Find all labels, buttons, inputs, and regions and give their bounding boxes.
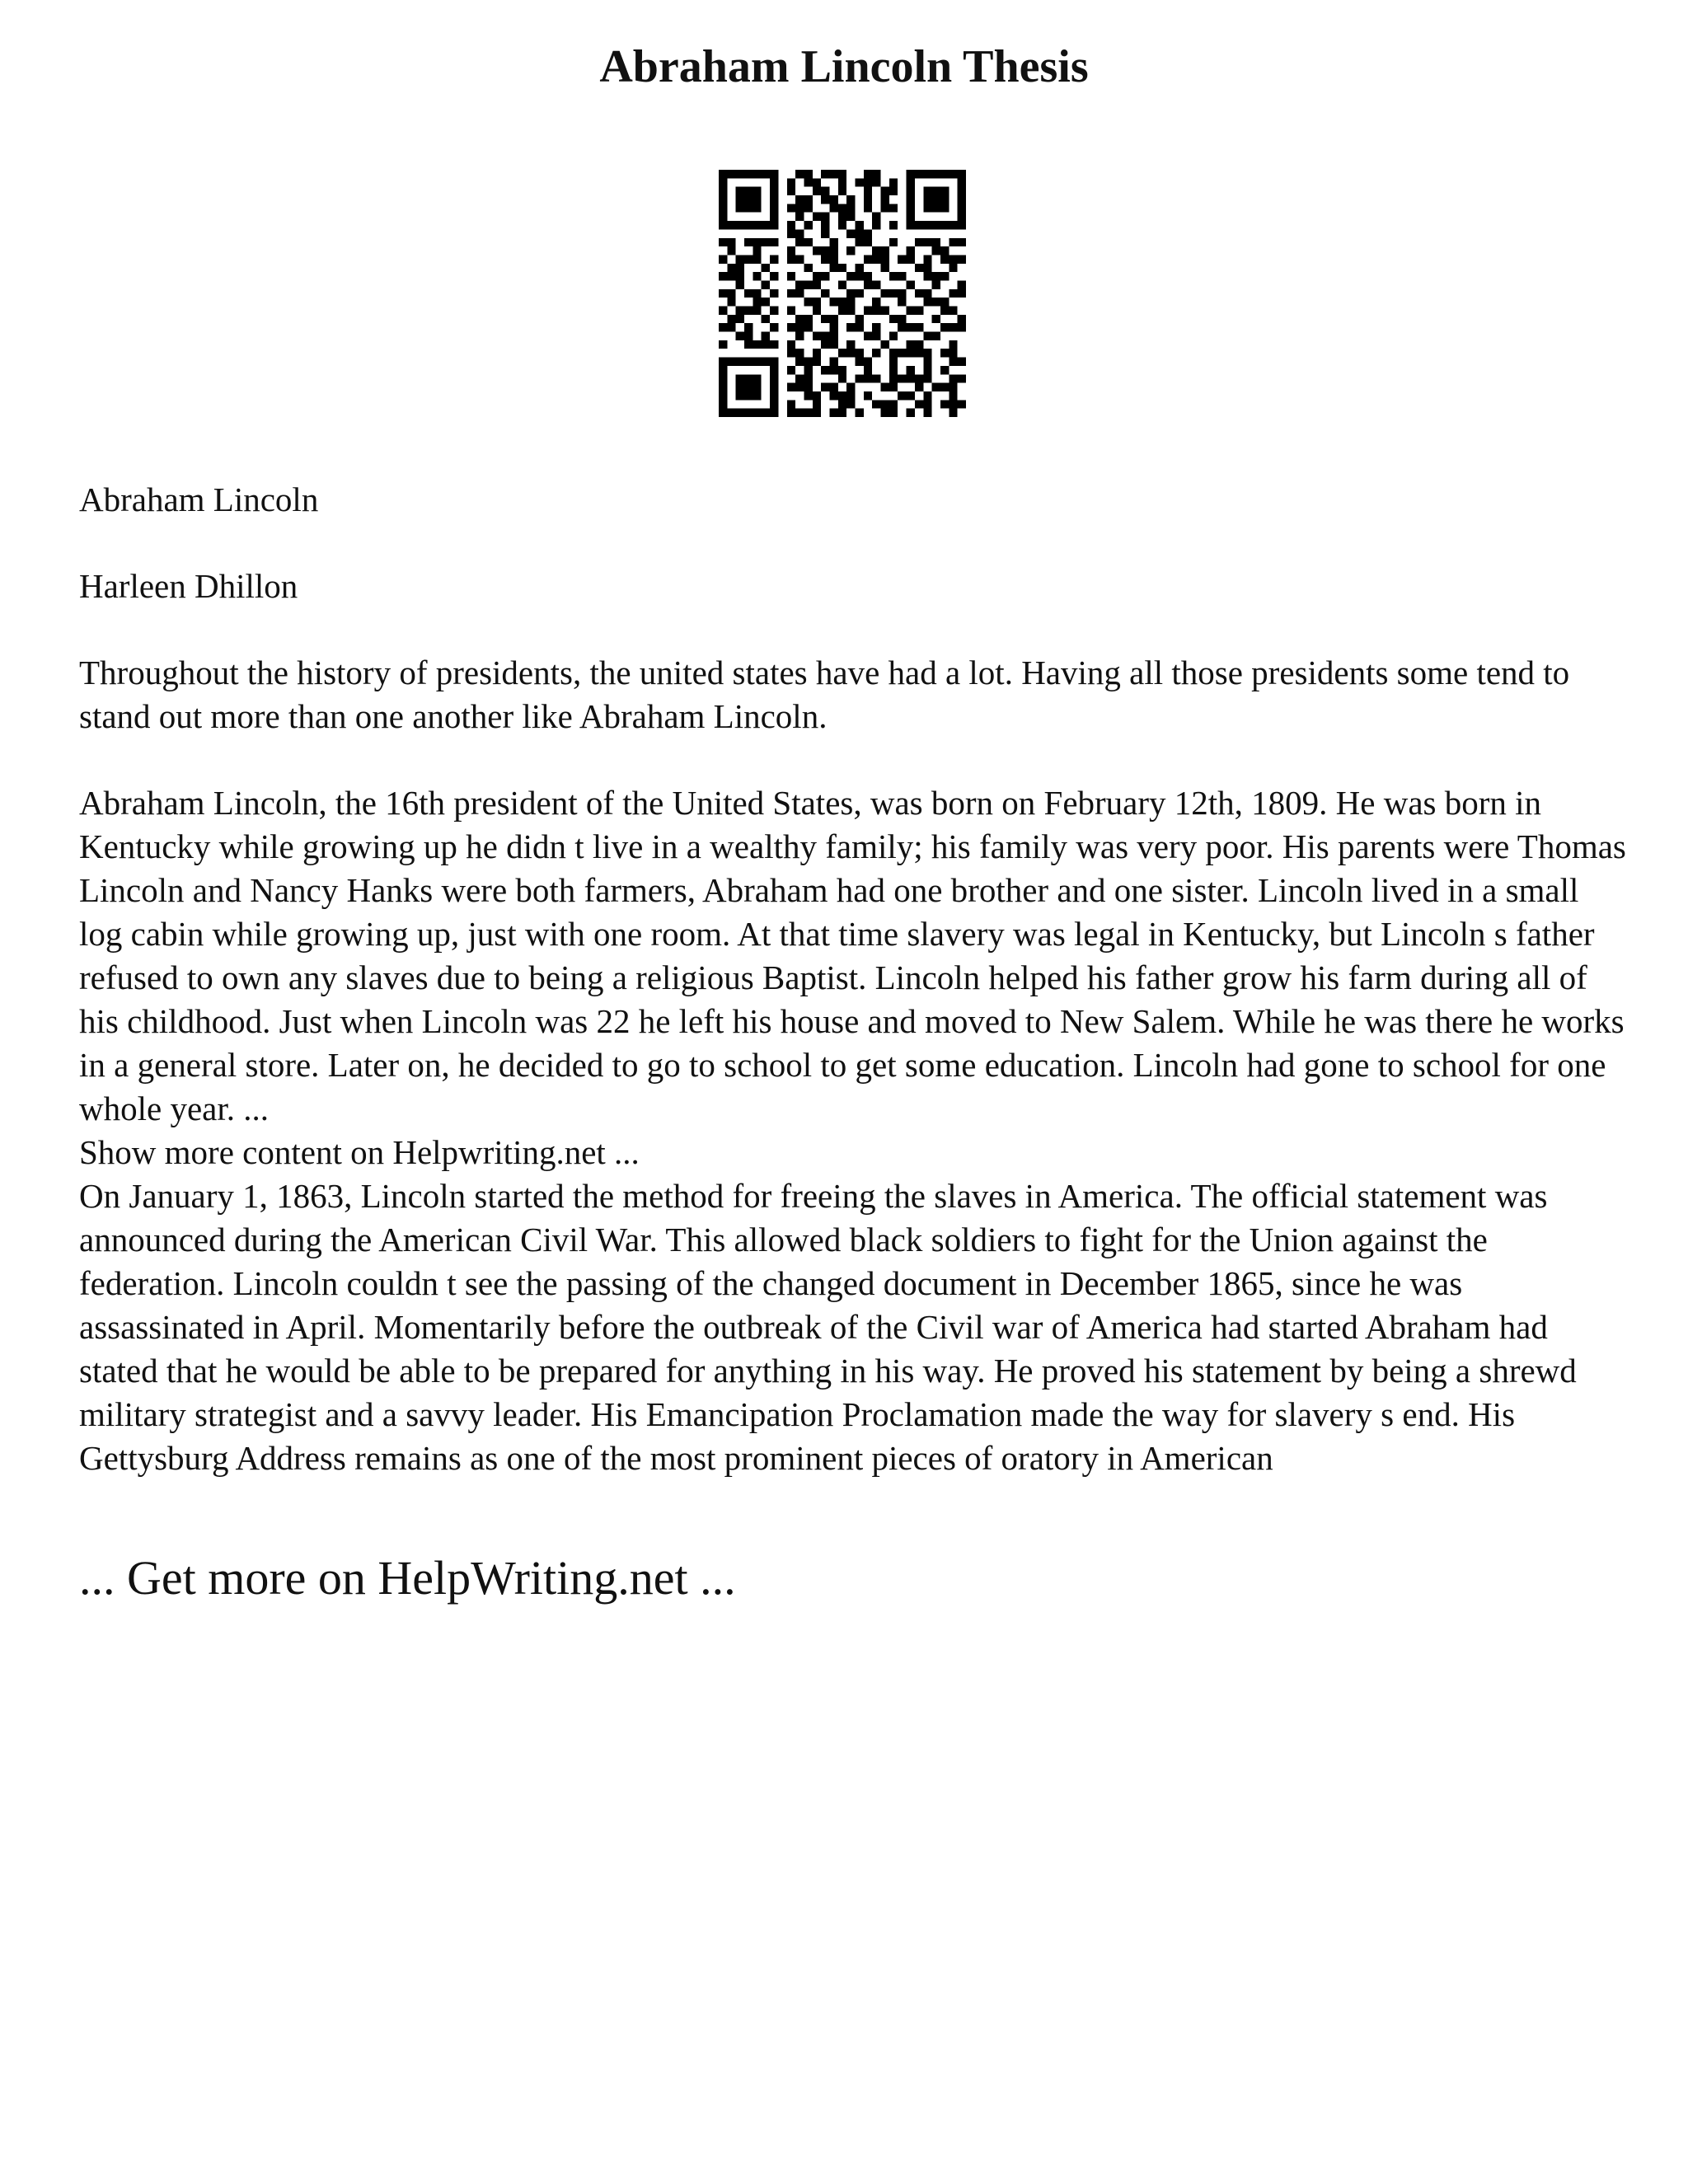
get-more-link[interactable]: ... Get more on HelpWriting.net ... <box>79 1551 736 1605</box>
document-title: Abraham Lincoln Thesis <box>599 41 1089 92</box>
paragraph-biography: Abraham Lincoln, the 16th president of the United States, was born on February 12th, 1809. He was born in Kentucky while growing up he didn t live in a wealthy family; his family was very poor. His parents were Thomas Lincoln and Nancy Hanks were both farmers, Abraham had one brother and one sister. Lincoln lived in a small log cabin while growing up, just with one room. At that time slavery was legal in Kentucky, but Lincoln s father refused to own any slaves due to being a religious Baptist. Lincoln helped his father grow his farm during all of his childhood. Just when Lincoln was 22 he left his house and moved to New Salem. While he was there he works in a general store. Later on, he decided to go to school to get some education. Lincoln had gone to school for one whole year. ... <box>79 784 1626 1127</box>
document-body <box>79 478 1629 1480</box>
show-more-link[interactable]: Show more content on Helpwriting.net ... <box>79 1133 640 1171</box>
document-heading: Abraham Lincoln <box>79 480 319 518</box>
qr-code-icon <box>719 170 966 417</box>
paragraph-emancipation: On January 1, 1863, Lincoln started the method for freeing the slaves in America. The official statement was announced during the American Civil War. This allowed black soldiers to fight for the Union against the federation. Lincoln couldn t see the passing of the changed document in December 1865, since he was assassinated in April. Momentarily before the outbreak of the Civil war of America had started Abraham had stated that he would be able to be prepared for anything in his way. He proved his statement by being a shrewd military strategist and a savvy leader. His Emancipation Proclamation made the way for slavery s end. His Gettysburg Address remains as one of the most prominent pieces of oratory in American <box>79 1177 1577 1477</box>
document-author: Harleen Dhillon <box>79 567 298 605</box>
paragraph-intro: Throughout the history of presidents, the united states have had a lot. Having all those presidents some tend to stand out more than one another like Abraham Lincoln. <box>79 654 1570 735</box>
